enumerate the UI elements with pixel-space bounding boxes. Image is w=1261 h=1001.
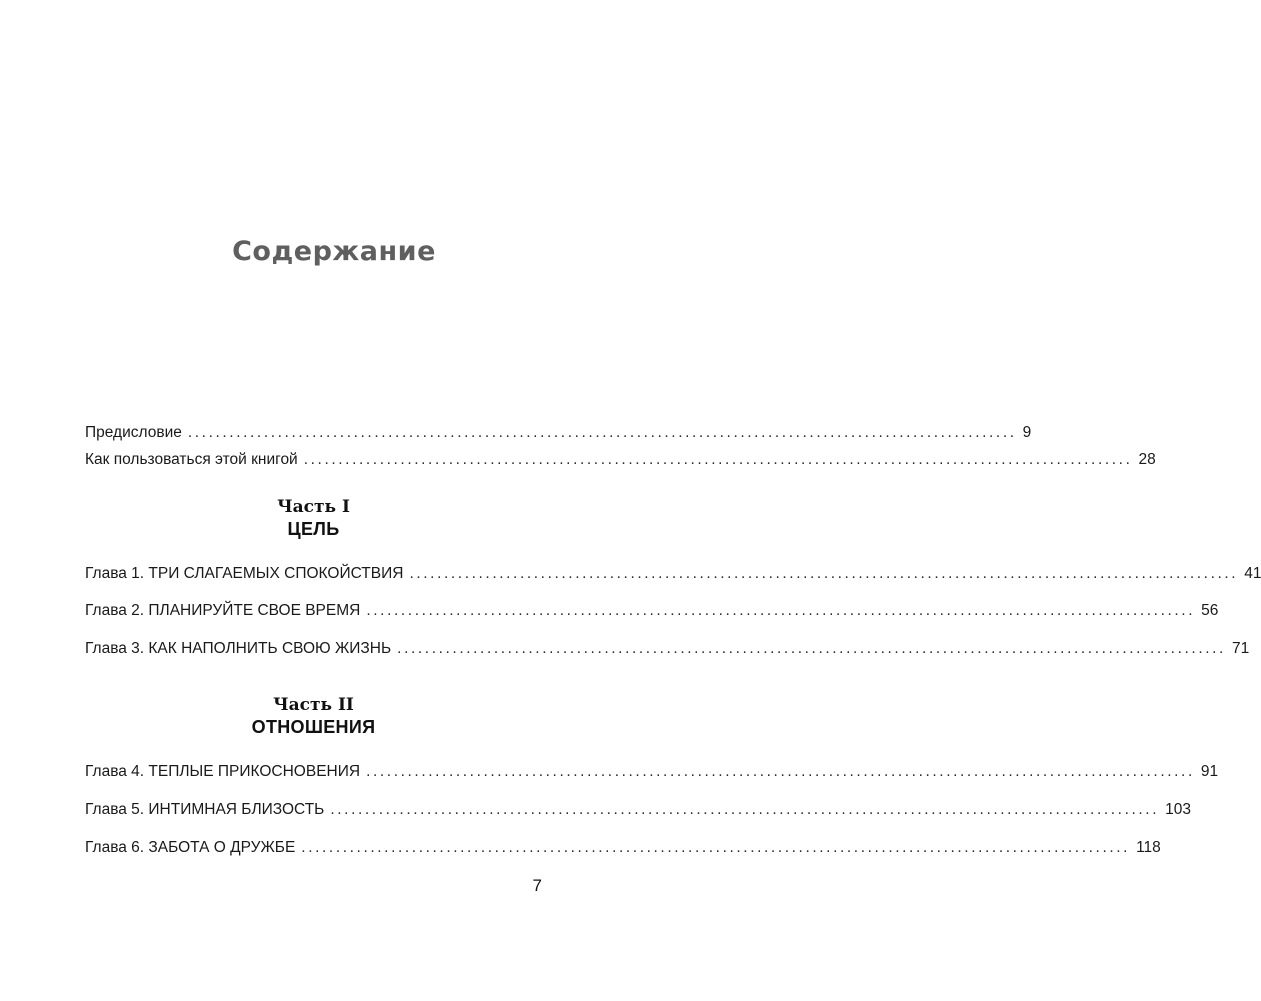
toc-entry-page: 28	[1138, 451, 1156, 468]
toc-entry-label: Глава 1. ТРИ СЛАГАЕМЫХ СПОКОЙСТВИЯ	[85, 565, 404, 582]
toc-entry-page: 118	[1136, 839, 1161, 856]
toc-entry-label: Предисловие	[85, 424, 182, 441]
toc-entry-page: 103	[1165, 801, 1191, 818]
toc-leader-dots: ........................................................................................................................	[366, 763, 1195, 780]
toc-entry[interactable]	[85, 762, 1219, 782]
toc-entry-label: Глава 2. ПЛАНИРУЙТЕ СВОЕ ВРЕМЯ	[85, 602, 361, 619]
toc-entry-page: 9	[1022, 424, 1032, 441]
toc-leader-dots: ........................................................................................................................	[303, 451, 1133, 468]
toc-entry-page: 71	[1231, 640, 1250, 657]
part-heading	[85, 695, 542, 738]
toc-entry[interactable]	[85, 639, 1250, 659]
toc-entry[interactable]	[85, 800, 1191, 820]
part-heading	[85, 497, 542, 540]
toc-entry-page: 91	[1200, 763, 1219, 780]
toc-leader-dots: ........................................................................................................................	[397, 640, 1226, 657]
toc-entry-page: 56	[1201, 602, 1219, 619]
toc-entry[interactable]	[85, 601, 1219, 621]
toc-entry[interactable]	[85, 838, 1161, 858]
toc-entry-label: Глава 4. ТЕПЛЫЕ ПРИКОСНОВЕНИЯ	[85, 763, 361, 780]
toc-entry[interactable]	[85, 564, 1261, 584]
toc-leader-dots: ........................................................................................................................	[301, 839, 1131, 856]
page-number: 7	[532, 876, 542, 895]
toc-entry-label: Как пользоваться этой книгой	[85, 451, 298, 468]
toc-leader-dots: ........................................................................................................................	[366, 602, 1196, 619]
page-title: Содержание	[232, 236, 436, 267]
toc-entry[interactable]	[85, 450, 1156, 470]
part-title: ЦЕЛЬ	[287, 519, 340, 539]
toc-entry-label: Глава 5. ИНТИМНАЯ БЛИЗОСТЬ	[85, 801, 325, 818]
part-title: ОТНОШЕНИЯ	[251, 717, 376, 737]
part-number: Часть I	[277, 497, 350, 517]
toc-leader-dots: ........................................................................................................................	[409, 565, 1239, 582]
toc-entry-label: Глава 6. ЗАБОТА О ДРУЖБЕ	[85, 839, 296, 856]
toc-entry-page: 41	[1244, 565, 1261, 582]
toc-entry-label: Глава 3. КАК НАПОЛНИТЬ СВОЮ ЖИЗНЬ	[85, 640, 392, 657]
toc-leader-dots: ........................................................................................................................	[187, 424, 1017, 441]
part-number: Часть II	[273, 695, 354, 715]
toc-entry[interactable]	[85, 423, 1032, 443]
toc-leader-dots: ........................................................................................................................	[330, 801, 1160, 818]
